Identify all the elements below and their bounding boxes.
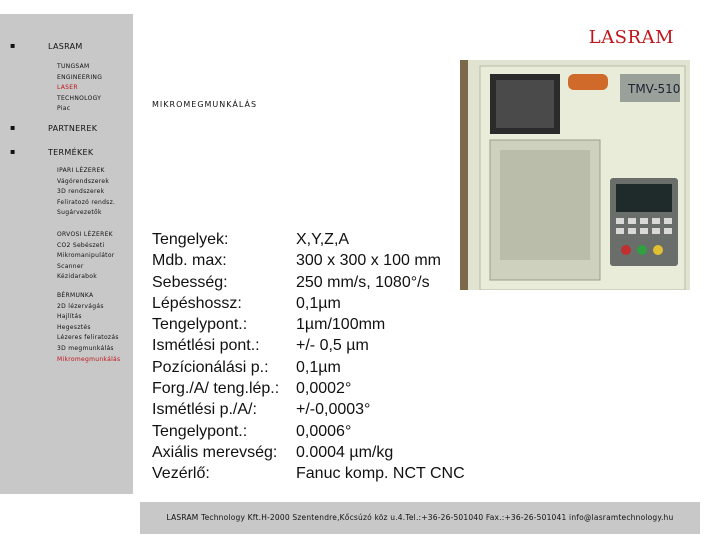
spec-value: 0,1µm: [296, 294, 341, 312]
nav-item-label: LASRAM: [48, 42, 83, 51]
spec-label: Forg./A/ teng.lép.:: [152, 380, 280, 398]
nav-item-label: TERMÉKEK: [48, 148, 94, 157]
termekek-group-ipari: [57, 166, 115, 219]
termekek-group-bermunka: [57, 291, 120, 365]
spec-row: [152, 357, 465, 378]
spec-value: +/- 0,5 µm: [296, 337, 369, 355]
termekek-group-orvosi: [57, 230, 115, 283]
machine-label: TMV-510: [628, 82, 681, 96]
spec-value: X,Y,Z,A: [296, 231, 350, 248]
submenu-item[interactable]: TECHNOLOGY: [57, 94, 102, 102]
submenu-item[interactable]: Hajlítás: [57, 313, 82, 321]
spec-label: Ismétlési pont.:: [152, 337, 260, 355]
bullet-icon: ▪: [10, 123, 16, 132]
nav-item-label: PARTNEREK: [48, 124, 98, 133]
machine-photo: [460, 60, 690, 290]
submenu-item-active[interactable]: Mikromegmunkálás: [57, 355, 121, 363]
sidebar: [0, 14, 133, 494]
submenu-item[interactable]: Piac: [57, 105, 71, 113]
submenu-item[interactable]: Feliratozó rendsz.: [57, 198, 116, 206]
spec-label: Mdb. max:: [152, 252, 227, 270]
bullet-icon: ▪: [10, 147, 16, 156]
submenu-heading[interactable]: IPARI LÉZEREK: [57, 167, 105, 174]
spec-value: 0.0004 µm/kg: [296, 443, 394, 461]
submenu-heading[interactable]: ORVOSI LÉZEREK: [57, 231, 113, 238]
submenu-item[interactable]: Vágórendszerek: [57, 177, 110, 185]
spec-value: 250 mm/s, 1080°/s: [296, 273, 430, 291]
spec-row: [152, 229, 465, 250]
spec-row: [152, 463, 465, 484]
spec-value: +/-0,0003°: [296, 401, 371, 419]
footer-contact: LASRAM Technology Kft.H-2000 Szentendre,Kőcsúzó köz u.4.Tel.:+36-26-501040 Fax.:+36-26-501041 info@lasramtechnology.hu: [140, 502, 700, 534]
spec-row: [152, 250, 465, 271]
spec-label: Ismétlési p./A/:: [152, 401, 257, 419]
submenu-item[interactable]: 3D rendszerek: [57, 188, 105, 196]
lasram-submenu: [57, 62, 102, 115]
submenu-item-active[interactable]: LASER: [57, 84, 78, 92]
spec-row: [152, 421, 465, 442]
submenu-item[interactable]: ENGINEERING: [57, 73, 103, 81]
spec-label: Tengelypont.:: [152, 422, 248, 440]
submenu-item[interactable]: Hegesztés: [57, 323, 91, 331]
spec-row: [152, 399, 465, 420]
spec-row: [152, 442, 465, 463]
submenu-item[interactable]: Sugárvezetők: [57, 209, 102, 217]
spec-label: Tengelypont.:: [152, 316, 248, 334]
spec-value: 300 x 300 x 100 mm: [296, 252, 441, 270]
spec-value: 0,0006°: [296, 422, 352, 440]
spec-value: 0,1µm: [296, 358, 341, 376]
cnc-machine-image: [460, 60, 690, 290]
submenu-item[interactable]: TUNGSAM: [57, 63, 90, 70]
spec-list: [152, 229, 465, 485]
submenu-heading[interactable]: BÉRMUNKA: [57, 292, 94, 299]
spec-label: Axiális merevség:: [152, 443, 278, 461]
submenu-item[interactable]: 3D megmunkálás: [57, 344, 114, 352]
submenu-item[interactable]: Scanner: [57, 262, 84, 270]
spec-label: Lépéshossz:: [152, 294, 242, 312]
spec-row: [152, 335, 465, 356]
spec-row: [152, 272, 465, 293]
spec-label: Tengelyek:: [152, 231, 229, 248]
spec-label: Pozícionálási p.:: [152, 358, 269, 376]
spec-row: [152, 293, 465, 314]
spec-value: 0,0002°: [296, 380, 352, 398]
submenu-item[interactable]: 2D lézervágás: [57, 302, 104, 310]
spec-value: 1µm/100mm: [296, 316, 386, 334]
submenu-item[interactable]: Lézeres feliratozás: [57, 334, 119, 342]
bullet-icon: ▪: [10, 41, 16, 50]
submenu-item[interactable]: Kézidarabok: [57, 273, 98, 281]
spec-label: Sebesség:: [152, 273, 228, 291]
spec-row: [152, 378, 465, 399]
spec-label: Vezérlő:: [152, 465, 210, 483]
brand-logo: LASRAM: [588, 27, 674, 48]
spec-value: Fanuc komp. NCT CNC: [296, 465, 465, 483]
page-title: MIKROMEGMUNKÁLÁS: [152, 100, 258, 109]
submenu-item[interactable]: Mikromanipulátor: [57, 252, 115, 260]
spec-row: [152, 314, 465, 335]
submenu-item[interactable]: CO2 Sebészeti: [57, 241, 105, 249]
